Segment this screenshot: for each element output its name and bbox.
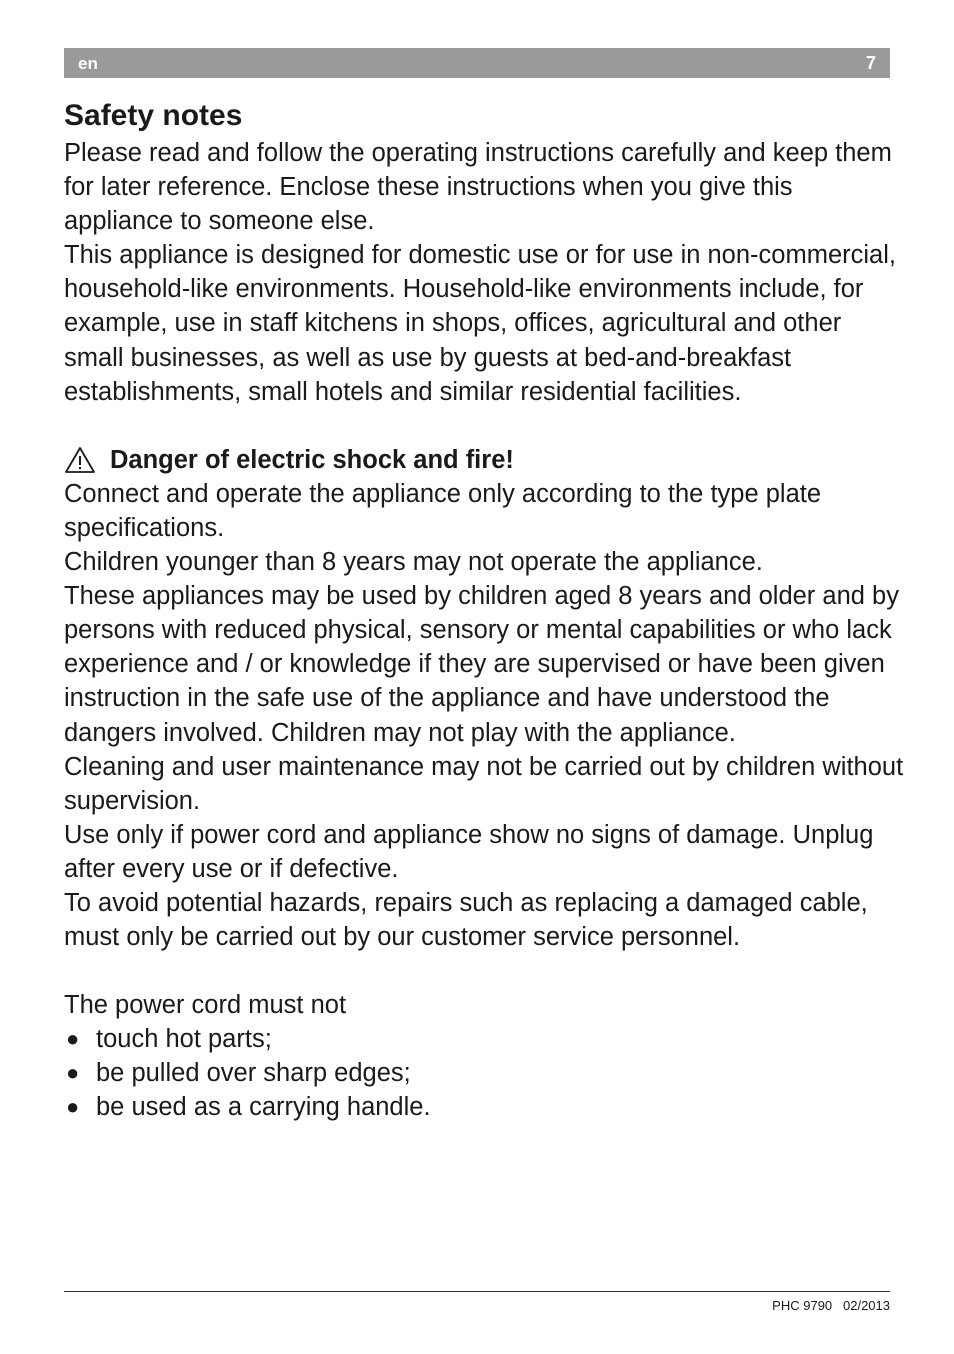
bullet-icon: ● [66, 1094, 80, 1120]
page-number: 7 [865, 53, 876, 73]
footer-info [772, 1298, 890, 1313]
page-title: Safety notes [64, 99, 243, 132]
warning-paragraph: Children younger than 8 years may not operate the appliance. [64, 548, 763, 577]
cord-lead-text: The power cord must not [64, 991, 347, 1020]
intro-paragraph: Please read and follow the operating instructions carefully and keep them for later reference. Enclose these instructions when you give this appliance to someone else. [64, 139, 892, 236]
bullet-icon: ● [66, 1026, 80, 1052]
warning-triangle-icon [64, 445, 96, 475]
warning-heading-text: Danger of electric shock and fire! [110, 445, 514, 474]
bullet-icon: ● [66, 1060, 80, 1086]
footer-date: 02/2013 [843, 1298, 890, 1313]
spacer [64, 954, 904, 988]
list-item-text: be pulled over sharp edges; [96, 1059, 411, 1088]
warning-paragraph: To avoid potential hazards, repairs such as replacing a damaged cable, must only be carried out by our customer service personnel. [64, 888, 868, 952]
cord-bullet-list [64, 1022, 904, 1124]
spacer [64, 409, 904, 443]
warning-paragraph: These appliances may be used by children aged 8 years and older and by persons with reduced physical, sensory or mental capabilities or who lack experience and / or knowledge if they are supervised or have been given instruction in the safe use of the appliance and have understood the dangers involved. Children may not play with the appliance. [64, 582, 899, 747]
main-content [64, 96, 904, 1125]
list-item [64, 1090, 904, 1124]
list-item-text: be used as a carrying handle. [96, 1093, 431, 1122]
language-code: en [78, 54, 98, 73]
list-item-text: touch hot parts; [96, 1025, 272, 1054]
intro-paragraph: This appliance is designed for domestic use or for use in non-commercial, household-like environments. Household-like environments include, for example, use in staff kitchens in shops, offices, agricultural and other small businesses, as well as use by guests at bed-and-breakfast establishments, small hotels and similar residential facilities. [64, 241, 896, 406]
header-bar [64, 48, 890, 78]
list-item [64, 1022, 904, 1056]
warning-paragraph: Use only if power cord and appliance show no signs of damage. Unplug after every use or if defective. [64, 820, 874, 883]
warning-heading [64, 443, 904, 477]
warning-paragraph: Connect and operate the appliance only according to the type plate specifications. [64, 479, 822, 542]
list-item [64, 1056, 904, 1090]
footer-divider [64, 1291, 890, 1292]
footer-model: PHC 9790 [772, 1298, 833, 1313]
warning-paragraph: Cleaning and user maintenance may not be carried out by children without supervision. [64, 752, 904, 815]
